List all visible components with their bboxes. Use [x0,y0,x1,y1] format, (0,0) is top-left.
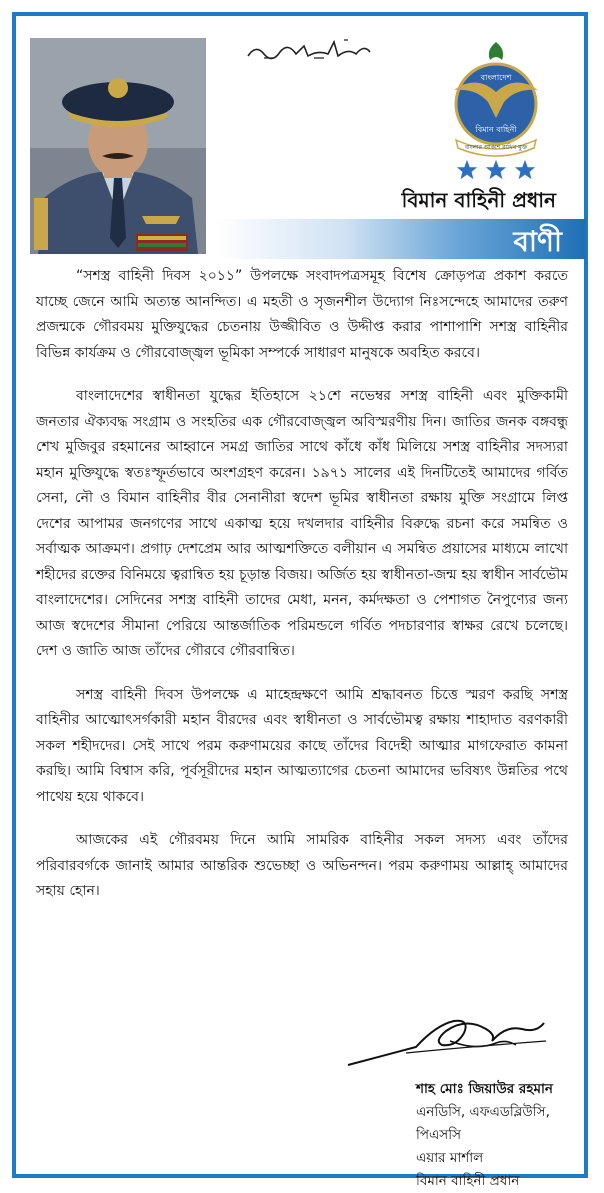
star-icon [456,159,478,181]
bismillah-calligraphy [244,36,374,62]
signer-block [416,1078,576,1193]
handwritten-signature [346,1011,551,1067]
message-frame [12,12,588,1189]
message-body [36,264,568,923]
bani-label: বাণী [513,225,562,258]
message-paragraph: সশস্ত্র বাহিনী দিবস উপলক্ষে এ মাহেন্দ্রক্ষণে আমি শ্রদ্ধাবনত চিত্তে স্মরণ করছি সশস্ত্র বাহিনীর আত্মোৎসর্গকারী মহান বীরদের এবং স্বাধীনতা ও সার্বভৌমত্ব রক্ষায় শাহাদাত বরণকারী সকল শহীদদের। সেই সাথে পরম করুণাময়ের কাছে তাঁদের বিদেহী আত্মার মাগফেরাত কামনা করছি। আমি বিশ্বাস করি, পূর্বসূরীদের মহান আত্মত্যাগের চেতনা আমাদের ভবিষ্যৎ উন্নতির পথে পাথেয় হয়ে থাকবে। [36,686,568,805]
message-paragraph: “সশস্ত্র বাহিনী দিবস ২০১১” উপলক্ষে সংবাদপত্রসমূহ বিশেষ ক্রোড়পত্র প্রকাশ করতে যাচ্ছে জেনে আমি অত্যন্ত আনন্দিত। এ মহতী ও সৃজনশীল উদ্যোগ নিঃসন্দেহে আমাদের তরুণ প্রজন্মকে গৌরবময় মুক্তিযুদ্ধের চেতনায় উজ্জীবিত ও উদ্দীপ্ত করার পাশাপাশি সশস্ত্র বাহিনীর বিভিন্ন কার্যক্রম ও গৌরবোজ্জ্বল ভূমিকা সম্পর্কে সাধারণ মানুষকে অবহিত করবে। [36,268,568,361]
emblem-mid-text: বিমান বাহিনী [475,125,517,134]
signer-credentials: এনডিসি, এফএডব্লিউসি, [416,1104,550,1120]
emblem-motto: বাংলার আকাশ রাখিব মুক্ত [464,144,528,151]
air-force-emblem [446,40,546,158]
message-paragraph: আজকের এই গৌরবময় দিনে আমি সামরিক বাহিনীর সকল সদস্য এবং তাঁদের পরিবারবর্গকে জানাই আমার আন্তরিক শুভেচ্ছা ও অভিনন্দন। পরম করুণাময় আল্লাহ্ আমাদের সহায় হোন। [36,832,568,899]
signer-rank: এয়ার মার্শাল [416,1150,484,1166]
header-title: বিমান বাহিনী প্রধান [401,188,556,212]
signer-position: বিমান বাহিনী প্রধান [416,1173,520,1189]
star-icon [514,159,536,181]
signer-name: শাহ মোঃ জিয়াউর রহমান [416,1081,553,1097]
rank-stars [456,159,536,179]
message-paragraph: বাংলাদেশের স্বাধীনতা যুদ্ধের ইতিহাসে ২১শে নভেম্বর সশস্ত্র বাহিনী এবং মুক্তিকামী জনতার ঐক্যবদ্ধ সংগ্রাম ও সংহতির এক গৌরবোজ্জ্বল অবিস্মরণীয় দিন। জাতির জনক বঙ্গবন্ধু শেখ মুজিবুর রহমানের আহ্বানে সমগ্র জাতির সাথে কাঁধে কাঁধ মিলিয়ে সশস্ত্র বাহিনীর সদস্যরা মহান মুক্তিযুদ্ধে স্বতঃস্ফূর্তভাবে অংশগ্রহণ করেন। ১৯৭১ সালের এই দিনটিতেই আমাদের গর্বিত সেনা, নৌ ও বিমান বাহিনীর বীর সেনানীরা স্বদেশ ভূমির স্বাধীনতা রক্ষায় মুক্তি সংগ্রামে লিপ্ত দেশের আপামর জনগণের সাথে একাত্ম হয়ে দখলদার বাহিনীর বিরুদ্ধে রচনা করে সমন্বিত ও সর্বাত্মক আক্রমণ। প্রগাঢ় দেশপ্রেম আর আত্মশক্তিতে বলীয়ান এ সমন্বিত প্রয়াসের মাধ্যমে লাখো শহীদের রক্তের বিনিময়ে ত্বরান্বিত হয় চূড়ান্ত বিজয়। অর্জিত হয় স্বাধীনতা-জন্ম হয় স্বাধীন সার্বভৌম বাংলাদেশের। সেদিনের সশস্ত্র বাহিনী তাদের মেধা, মনন, কর্মদক্ষতা ও পেশাগত নৈপুণ্যের জন্য আজ স্বদেশের সীমানা পেরিয়ে আন্তর্জাতিক পরিমন্ডলে গর্বিত পদচারণার স্বাক্ষর রেখে চলেছে। দেশ ও জাতি আজ তাঁদের গৌরবে গৌরবান্বিত। [36,388,568,659]
star-icon [485,159,507,181]
emblem-top-text: বাংলাদেশ [480,73,512,82]
signer-credentials-2: পিএসসি [416,1127,461,1143]
chief-portrait-photo [30,38,206,254]
bani-banner [216,219,586,259]
